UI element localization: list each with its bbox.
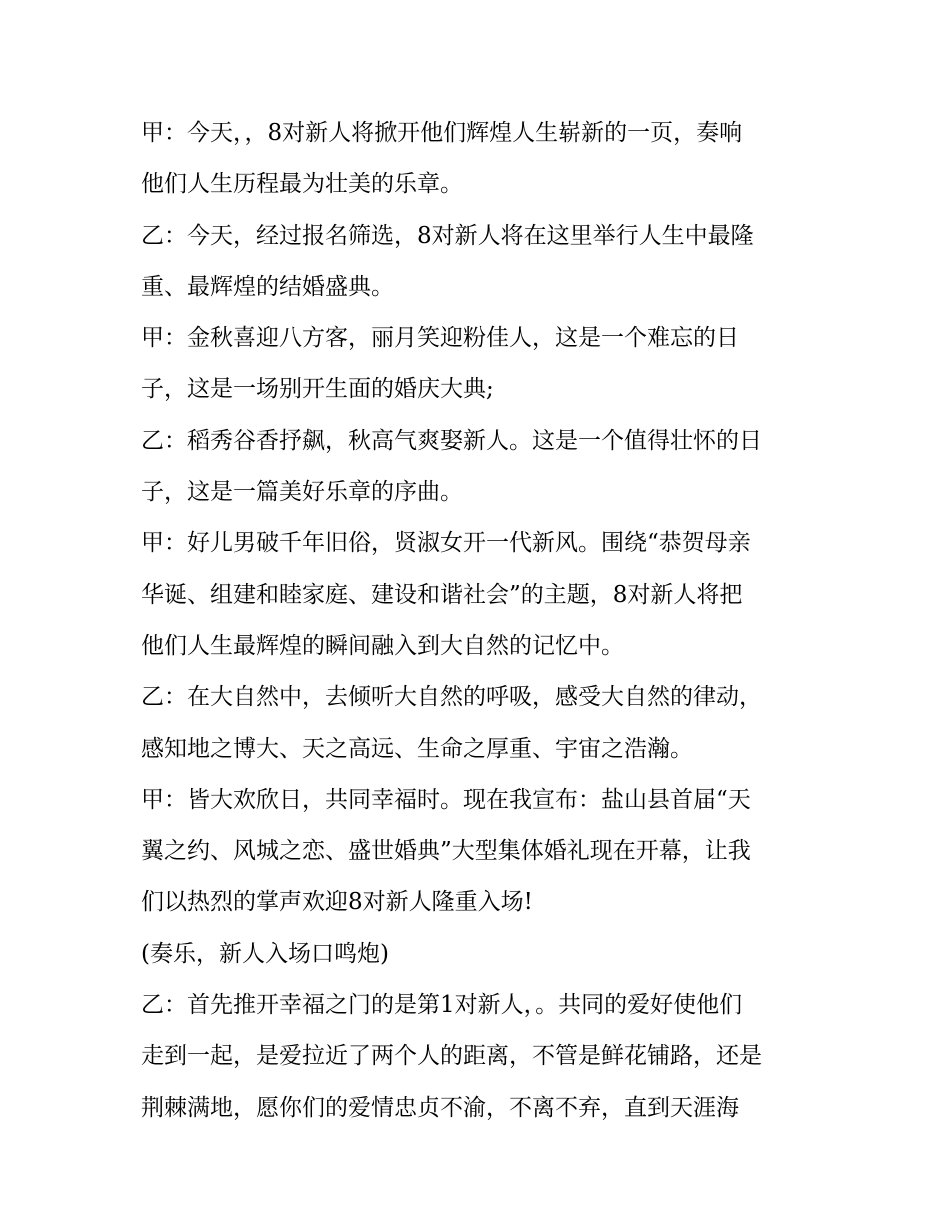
text-line: 乙：稻秀谷香抒飙，秋高气爽娶新人。这是一个值得壮怀的日 xyxy=(141,427,762,454)
text-line: 乙：首先推开幸福之门的是第1对新人，。共同的爱好使他们 xyxy=(141,992,743,1019)
text-line: 他们人生最辉煌的瞬间融入到大自然的记忆中。 xyxy=(141,632,624,659)
text-line: 乙：今天，经过报名筛选，8对新人将在这里举行人生中最隆 xyxy=(141,222,754,249)
text-line: 甲：皆大欢欣日，共同幸福时。现在我宣布：盐山县首届“天 xyxy=(141,786,751,813)
text-line: 子，这是一场别开生面的婚庆大典; xyxy=(141,376,494,403)
text-line: 们以热烈的掌声欢迎8对新人隆重入场! xyxy=(141,889,533,916)
text-line: 感知地之博大、天之高远、生命之厚重、宇宙之浩瀚。 xyxy=(141,735,693,762)
text-line: 子，这是一篇美好乐章的序曲。 xyxy=(141,479,463,506)
text-line: 荆棘满地，愿你们的爱情忠贞不渝，不离不弃，直到天涯海 xyxy=(141,1094,739,1121)
document-body xyxy=(141,108,821,1134)
text-line: 乙：在大自然中，去倾听大自然的呼吸，感受大自然的律动， xyxy=(141,684,762,711)
text-line: 甲：好儿男破千年旧俗，贤淑女开一代新风。围绕“恭贺母亲 xyxy=(141,530,751,557)
text-line: 重、最辉煌的结婚盛典。 xyxy=(141,273,394,300)
text-line: 翼之约、风城之恋、盛世婚典”大型集体婚礼现在开幕，让我 xyxy=(141,838,751,865)
text-line: 甲：今天，，8对新人将掀开他们辉煌人生崭新的一页，奏响 xyxy=(141,120,743,146)
text-line: (奏乐，新人入场口鸣炮) xyxy=(141,940,389,967)
text-line: 他们人生历程最为壮美的乐章。 xyxy=(141,171,463,198)
text-line: 甲：金秋喜迎八方客，丽月笑迎粉佳人，这是一个难忘的日 xyxy=(141,325,739,352)
text-line: 华诞、组建和睦家庭、建设和谐社会”的主题，8对新人将把 xyxy=(141,581,743,608)
text-line: 走到一起，是爱拉近了两个人的距离，不管是鲜花铺路，还是 xyxy=(141,1043,762,1070)
